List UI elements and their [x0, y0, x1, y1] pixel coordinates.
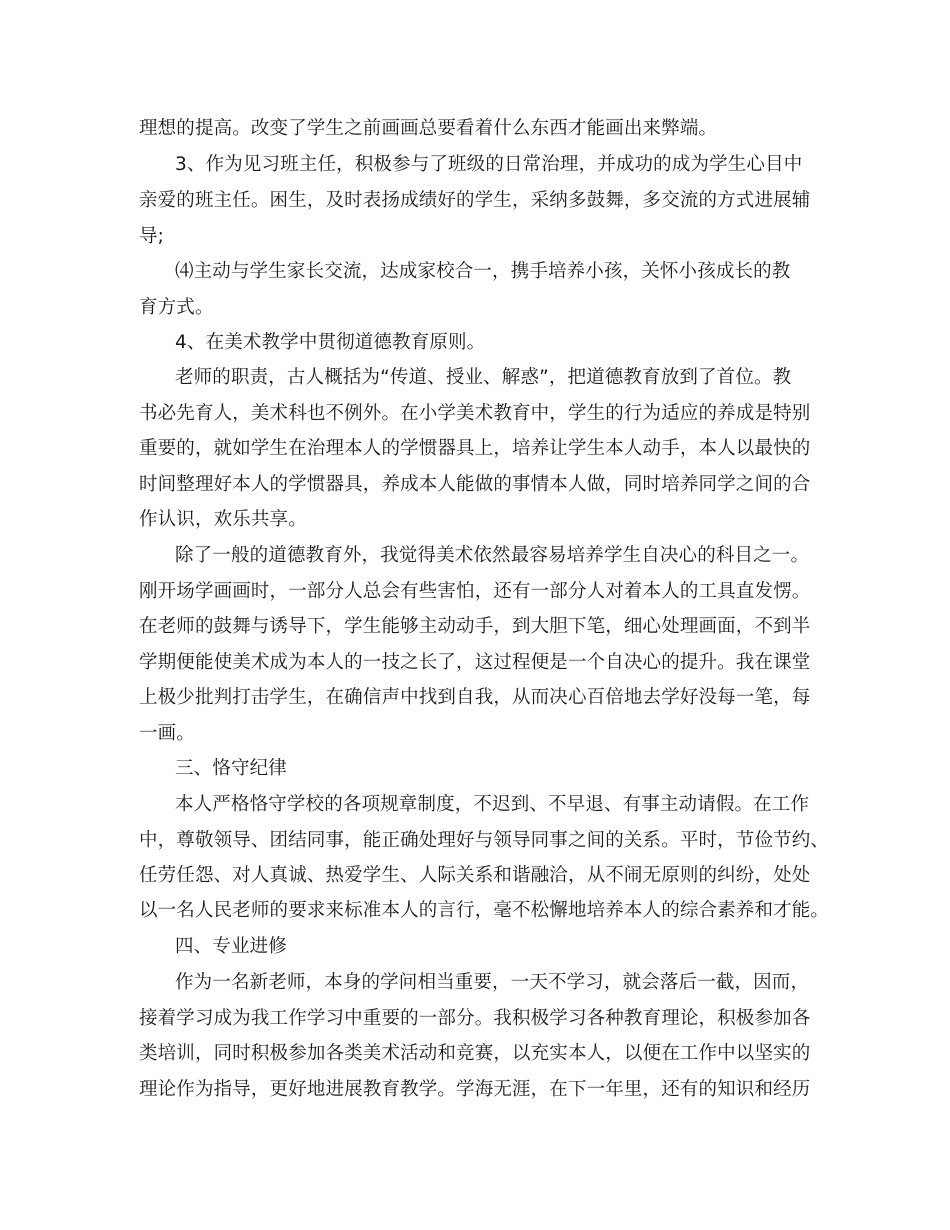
section-heading: 三、恪守纪律 — [175, 758, 287, 779]
text-line: 刚开场学画画时，一部分人总会有些害怕，还有一部分人对着本人的工具直发愣。 — [139, 581, 811, 602]
text-line: 3、作为见习班主任，积极参与了班级的日常治理，并成功的成为学生心目中 — [175, 154, 803, 175]
text-line: 类培训，同时积极参加各类美术活动和竞赛，以充实本人，以便在工作中以坚实的 — [139, 1043, 811, 1064]
text-line: 重要的，就如学生在治理本人的学惯器具上，培养让学生本人动手，本人以最快的 — [139, 438, 811, 459]
text-line: 上极少批判打击学生，在确信声中找到自我，从而决心百倍地去学好没每一笔，每 — [139, 687, 811, 708]
text-line: 中，尊敬领导、团结同事，能正确处理好与领导同事之间的关系。平时，节俭节约、 — [139, 830, 830, 851]
text-line: 4、在美术教学中贯彻道德教育原则。 — [175, 332, 486, 353]
text-line: 导; — [139, 226, 165, 247]
text-line: 老师的职责，古人概括为“传道、授业、解惑”，把道德教育放到了首位。教 — [175, 367, 792, 388]
text-line: 任劳任怨、对人真诚、热爱学生、人际关系和谐融洽，从不闹无原则的纠纷，处处 — [139, 865, 811, 886]
text-line: 作认识，欢乐共享。 — [139, 509, 307, 530]
text-line: 学期便能使美术成为本人的一技之长了，这过程便是一个自决心的提升。我在课堂 — [139, 652, 811, 673]
text-line: 书必先育人，美术科也不例外。在小学美术教育中，学生的行为适应的养成是特别 — [139, 403, 811, 424]
text-line: 除了一般的道德教育外，我觉得美术依然最容易培养学生自决心的科目之一。 — [175, 545, 810, 566]
text-line: 本人严格恪守学校的各项规章制度，不迟到、不早退、有事主动请假。在工作 — [175, 794, 810, 815]
text-line: 理论作为指导，更好地进展教育教学。学海无涯，在下一年里，还有的知识和经历 — [139, 1079, 811, 1100]
text-line: 作为一名新老师，本身的学问相当重要，一天不学习，就会落后一截，因而， — [175, 972, 810, 993]
section-heading: 四、专业进修 — [175, 936, 287, 957]
text-line: 一画。 — [139, 723, 195, 744]
text-line: 在老师的鼓舞与诱导下，学生能够主动动手，到大胆下笔，细心处理画面，不到半 — [139, 616, 811, 637]
text-line: 以一名人民老师的要求来标准本人的言行，毫不松懈地培养本人的综合素养和才能。 — [139, 900, 830, 921]
text-line: 时间整理好本人的学惯器具，养成本人能做的事情本人做，同时培养同学之间的合 — [139, 474, 811, 495]
text-line: 接着学习成为我工作学习中重要的一部分。我积极学习各种教育理论，积极参加各 — [139, 1008, 811, 1029]
text-line: 育方式。 — [139, 297, 214, 318]
text-line: 理想的提高。改变了学生之前画画总要看着什么东西才能画出来弊端。 — [139, 118, 718, 139]
text-line: ⑷主动与学生家长交流，达成家校合一，携手培养小孩，关怀小孩成长的教 — [175, 261, 791, 282]
text-line: 亲爱的班主任。困生，及时表扬成绩好的学生，采纳多鼓舞，多交流的方式进展辅 — [139, 190, 811, 211]
